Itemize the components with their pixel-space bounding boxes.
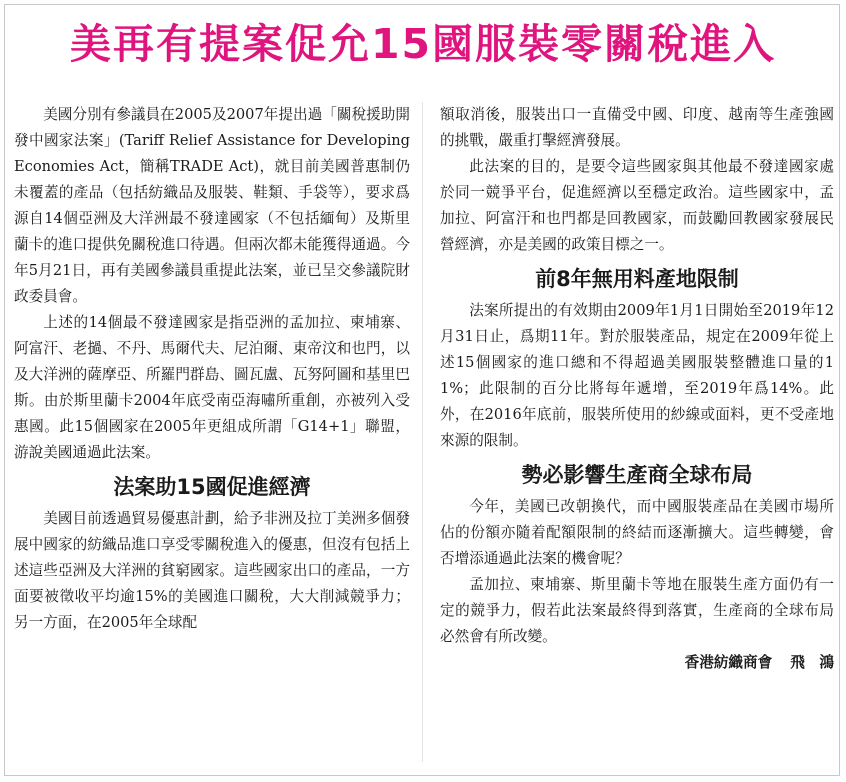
headline: 美再有提案促允15國服裝零關稅進入 [69,20,777,68]
paragraph: 美國目前透過貿易優惠計劃，給予非洲及拉丁美洲多個發展中國家的紡織品進口享受零關稅進入的優惠，但沒有包括上述這些亞洲及大洋洲的貧窮國家。這些國家出口的產品，一方面要被徵收平均逾15%的美國進口關稅，大大削減競爭力；另一方面，在2005年全球配 [14,510,410,631]
subheading: 前8年無用料產地限制 [535,267,739,291]
paragraph-continuation: 額取消後，服裝出口一直備受中國、印度、越南等生產強國的挑戰，嚴重打擊經濟發展。 [440,106,834,149]
paragraph: 上述的14個最不發達國家是指亞洲的孟加拉、柬埔寨、阿富汗、老撾、不丹、馬爾代夫、尼泊爾、東帝汶和也門，以及大洋洲的薩摩亞、所羅門群島、圖瓦盧、瓦努阿圖和基里巴斯。由於斯里蘭卡2004年底受南亞海嘯所重創，亦被列入受惠國。此15個國家在2005年更組成所謂「G14+1」聯盟，游說美國通過此法案。 [14,314,410,461]
paragraph: 此法案的目的，是要令這些國家與其他最不發達國家處於同一競爭平台，促進經濟以至穩定政治。這些國家中，孟加拉、阿富汗和也門都是回教國家，而鼓勵回教國家發展民營經濟，亦是美國的政策目標之一。 [440,158,834,253]
paragraph: 法案所提出的有效期由2009年1月1日開始至2019年12月31日止，爲期11年。對於服裝產品，規定在2009年從上述15個國家的進口總和不得超過美國服裝整體進口量的11%；此限制的百分比將每年遞增，至2019年爲14%。此外，在2016年底前，服裝所使用的紗線或面料，更不受產地來源的限制。 [440,302,834,449]
subheading: 勢必影響生產商全球布局 [521,463,753,487]
byline-author: 飛 鴻 [790,654,834,671]
column-divider [422,102,423,762]
subheading: 法案助15國促進經濟 [113,475,311,499]
paragraph: 今年，美國已改朝換代，而中國服裝產品在美國市場所佔的份額亦隨着配額限制的終結而逐漸擴大。這些轉變，會否增添通過此法案的機會呢？ [440,498,834,567]
left-column [14,102,410,636]
right-column [440,102,834,676]
paragraph: 孟加拉、柬埔寨、斯里蘭卡等地在服裝生產方面仍有一定的競爭力，假若此法案最終得到落實，生產商的全球布局必然會有所改變。 [440,576,834,645]
byline-organization: 香港紡織商會 [684,654,773,671]
byline [440,650,834,676]
paragraph: 美國分別有參議員在2005及2007年提出過「關稅援助開發中國家法案」(Tariff Relief Assistance for Developing Economies Act，簡稱TRADE Act)，就目前美國普惠制仍未覆蓋的產品（包括紡織品及服裝、鞋類、手袋等），要求爲源自14個亞洲及大洋洲最不發達國家（不包括緬甸）及斯里蘭卡的進口提供免關稅進口待遇。但兩次都未能獲得通過。今年5月21日，再有美國參議員重提此法案，並已呈交參議院財政委員會。 [14,106,410,305]
